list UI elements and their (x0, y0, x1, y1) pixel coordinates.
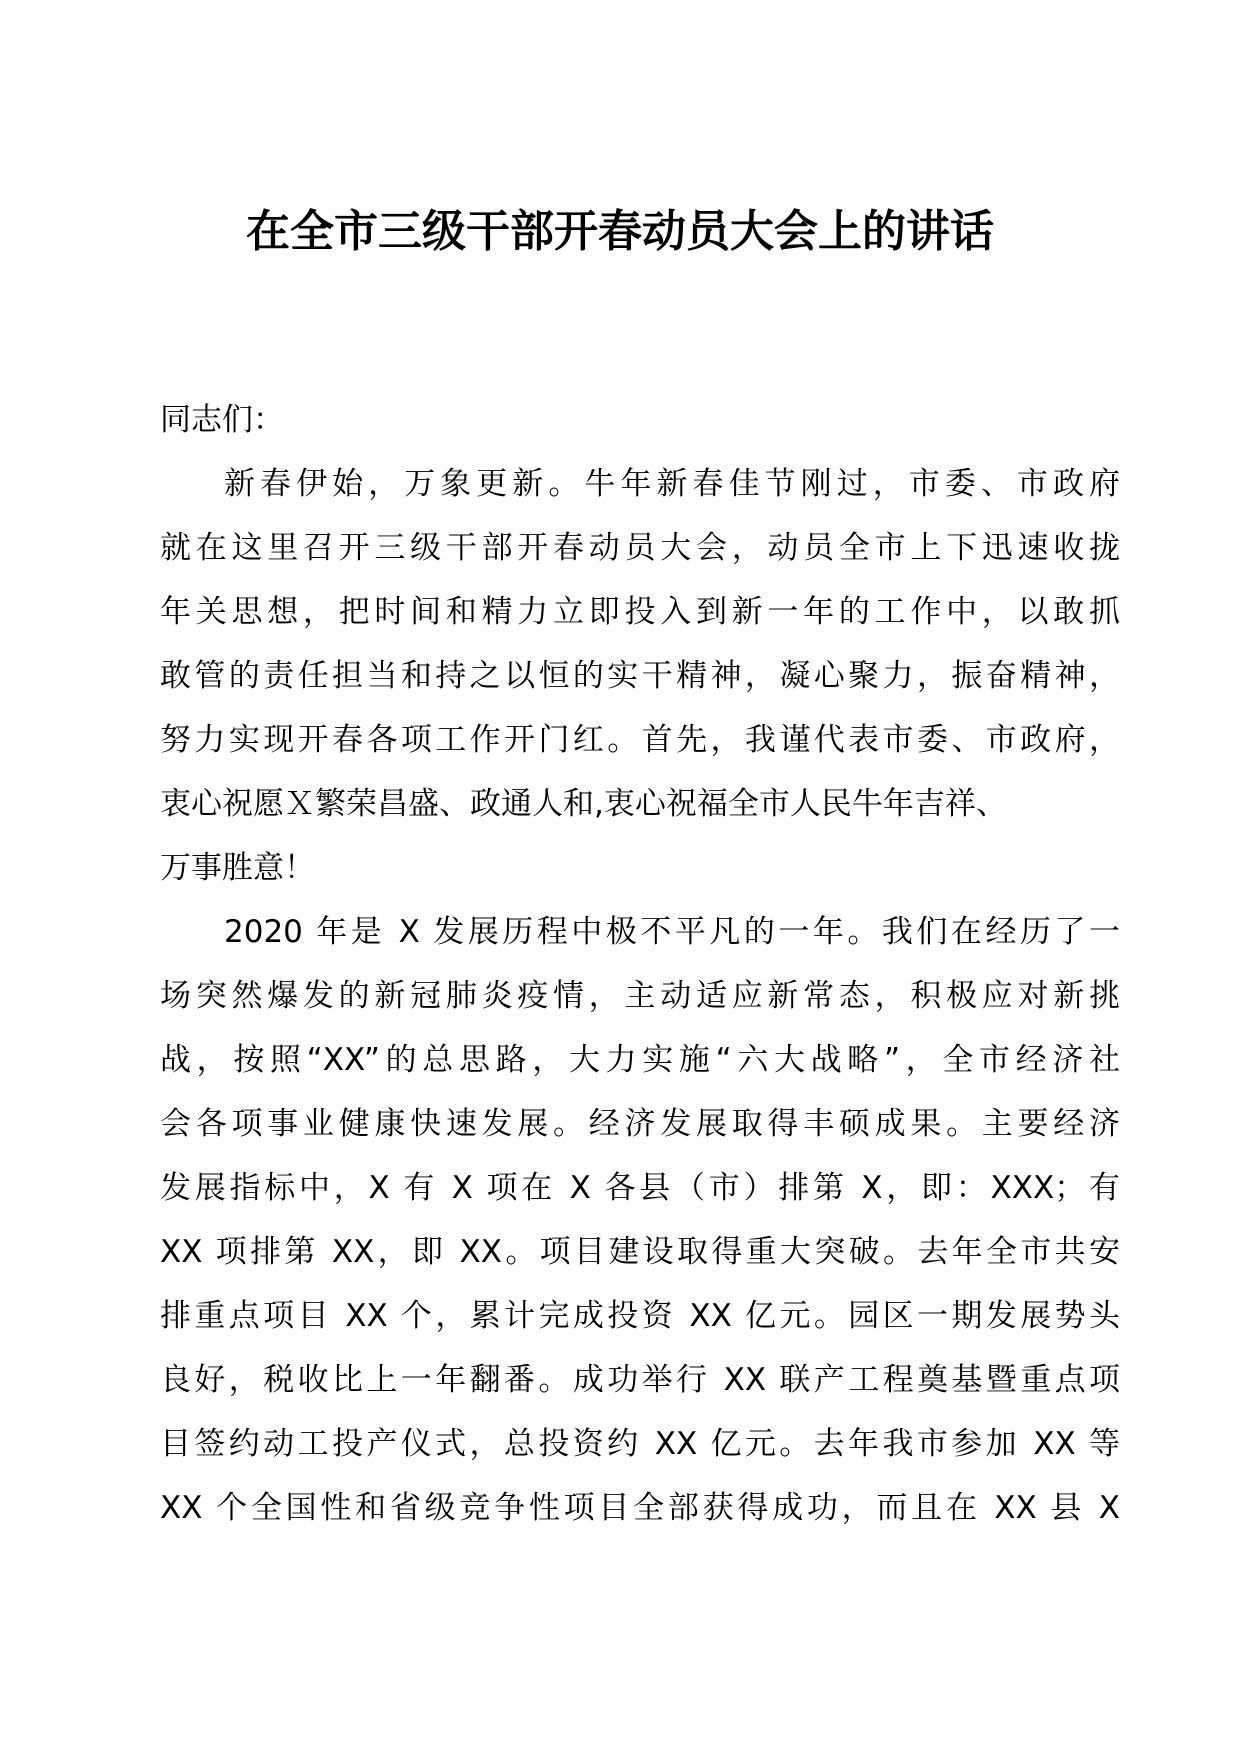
paragraph-2-line-10: XX 个全国性和省级竞争性项目全部获得成功，而且在 XX 县 X (160, 1490, 1120, 1526)
paragraph-1-line-5: 努力实现开春各项工作开门红。首先，我谨代表市委、市政府， (160, 722, 1120, 758)
paragraph-2-line-4: 会各项事业健康快速发展。经济发展取得丰硕成果。主要经济 (160, 1106, 1120, 1142)
document-body (160, 388, 1120, 1540)
paragraph-2-line-7: 排重点项目 XX 个，累计完成投资 XX 亿元。园区一期发展势头 (160, 1298, 1120, 1334)
paragraph-2-line-8: 良好，税收比上一年翻番。成功举行 XX 联产工程奠基暨重点项 (160, 1362, 1120, 1398)
paragraph-2-line-5: 发展指标中，X 有 X 项在 X 各县（市）排第 X，即：XXX；有 (160, 1170, 1120, 1206)
paragraph-2-line-3: 战，按照“XX”的总思路，大力实施“六大战略”，全市经济社 (160, 1042, 1120, 1078)
salutation: 同志们： (160, 402, 284, 438)
paragraph-1-line-1: 新春伊始，万象更新。牛年新春佳节刚过，市委、市政府 (224, 466, 1120, 502)
paragraph-1-line-7: 万事胜意！ (160, 850, 315, 886)
paragraph-2-line-9: 目签约动工投产仪式，总投资约 XX 亿元。去年我市参加 XX 等 (160, 1426, 1120, 1462)
paragraph-1-line-6: 衷心祝愿Ｘ繁荣昌盛、政通人和,衷心祝福全市人民牛年吉祥、 (160, 786, 1007, 822)
paragraph-2-line-2: 场突然爆发的新冠肺炎疫情，主动适应新常态，积极应对新挑 (160, 978, 1120, 1014)
paragraph-1-line-2: 就在这里召开三级干部开春动员大会，动员全市上下迅速收拢 (160, 530, 1120, 566)
paragraph-1-line-3: 年关思想，把时间和精力立即投入到新一年的工作中，以敢抓 (160, 594, 1120, 630)
paragraph-2-line-1: 2020 年是 X 发展历程中极不平凡的一年。我们在经历了一 (224, 914, 1120, 950)
document-title: 在全市三级干部开春动员大会上的讲话 (246, 206, 994, 257)
paragraph-1-line-4: 敢管的责任担当和持之以恒的实干精神，凝心聚力，振奋精神， (160, 658, 1120, 694)
paragraph-2-line-6: XX 项排第 XX，即 XX。项目建设取得重大突破。去年全市共安 (160, 1234, 1120, 1270)
